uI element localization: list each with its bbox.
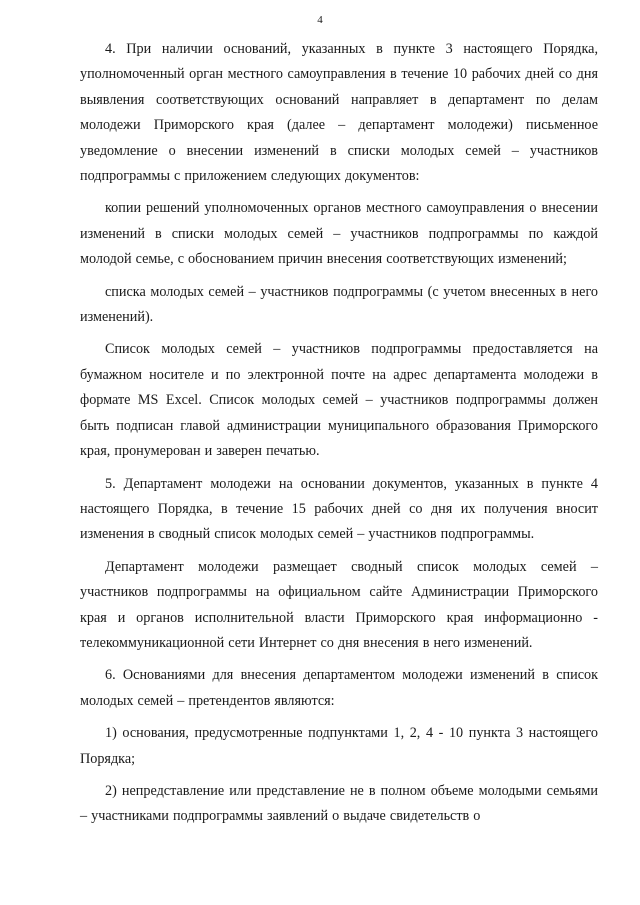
paragraph: 5. Департамент молодежи на основании документов, указанных в пункте 4 настоящего Порядка, в течение 15 рабочих дней со дня их получения вносит изменения в сводный список молодых семей – участников подпрограммы.: [80, 475, 598, 543]
paragraph: копии решений уполномоченных органов местного самоуправления о внесении изменений в списки молодых семей – участников подпрограммы по каждой молодой семье, с обоснованием причин внесения соответствующих изменений;: [80, 200, 598, 268]
page-number: 4: [317, 14, 323, 26]
paragraph: 1) основания, предусмотренные подпунктами 1, 2, 4 - 10 пункта 3 настоящего Порядка;: [80, 725, 598, 767]
paragraph: 2) непредставление или представление не в полном объеме молодыми семьями – участниками подпрограммы заявлений о выдаче свидетельств о: [80, 782, 598, 825]
paragraph: Список молодых семей – участников подпрограммы предоставляется на бумажном носителе и по электронной почте на адрес департамента молодежи в формате MS Excel. Список молодых семей – участников подпрограммы должен быть подписан главой администрации муниципального образования Приморского края, пронумерован и заверен печатью.: [80, 341, 598, 460]
paragraph: 6. Основаниями для внесения департаментом молодежи изменений в список молодых семей – претендентов являются:: [80, 667, 598, 709]
paragraph: списка молодых семей – участников подпрограммы (с учетом внесенных в него изменений).: [80, 283, 598, 326]
paragraph: 4. При наличии оснований, указанных в пункте 3 настоящего Порядка, уполномоченный орган местного самоуправления в течение 10 рабочих дней со дня выявления соответствующих оснований направляет в департамент по делам молодежи Приморского края (далее – департамент молодежи) письменное уведомление о внесении изменений в списки молодых семей – участников подпрограммы с приложением следующих документов:: [80, 41, 598, 185]
paragraph: Департамент молодежи размещает сводный список молодых семей – участников подпрограммы на официальном сайте Администрации Приморского края и органов исполнительной власти Приморского края информационно - телекоммуникационной сети Интернет со дня внесения в него изменений.: [80, 558, 598, 651]
document-body: [80, 37, 598, 837]
